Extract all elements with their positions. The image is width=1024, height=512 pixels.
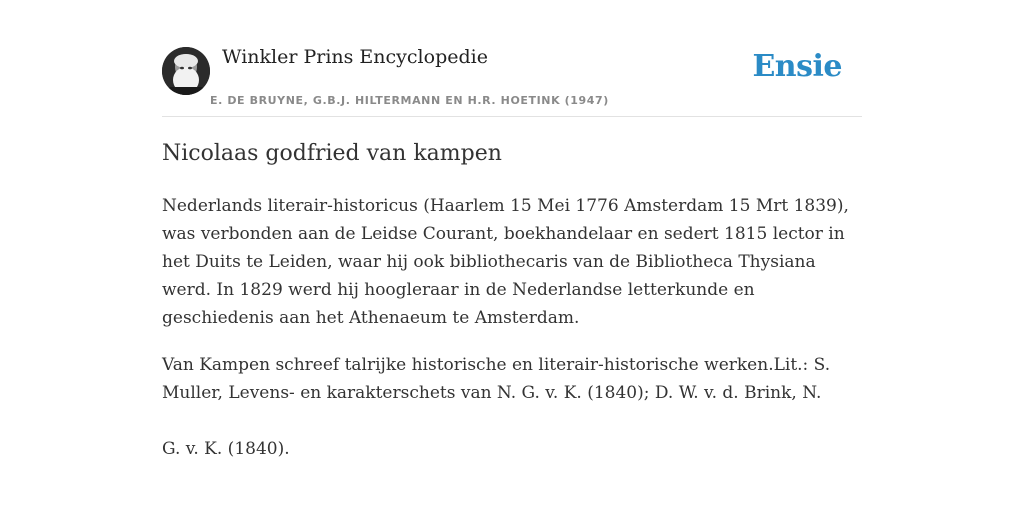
header — [162, 44, 862, 117]
authors-credit: E. DE BRUYNE, G.B.J. HILTERMANN EN H.R. HOETINK (1947) — [210, 94, 609, 107]
article-paragraph: Nederlands literair-historicus (Haarlem 15 Mei 1776 Amsterdam 15 Mrt 1839), was verbonden aan de Leidse Courant, boekhandelaar en sedert 1815 lector in het Duits te Leiden, waar hij ook bibliothecaris van de Bibliotheca Thysiana werd. In 1829 werd hij hoogleraar in de Nederlandse letterkunde en geschiedenis aan het Athenaeum te Amsterdam. — [162, 196, 849, 328]
portrait-image — [162, 47, 210, 95]
article-title: Nicolaas godfried van kampen — [162, 141, 502, 166]
author-avatar[interactable] — [162, 47, 210, 95]
ensie-logo[interactable]: Ensie — [752, 49, 842, 84]
article-paragraph: G. v. K. (1840). — [162, 439, 290, 459]
site-title[interactable]: Winkler Prins Encyclopedie — [222, 46, 488, 68]
article-paragraph: Van Kampen schreef talrijke historische en literair-historische werken.Lit.: S. Muller, Levens- en karakterschets van N. G. v. K. (1840); D. W. v. d. Brink, N. — [162, 355, 831, 403]
article — [162, 136, 862, 482]
